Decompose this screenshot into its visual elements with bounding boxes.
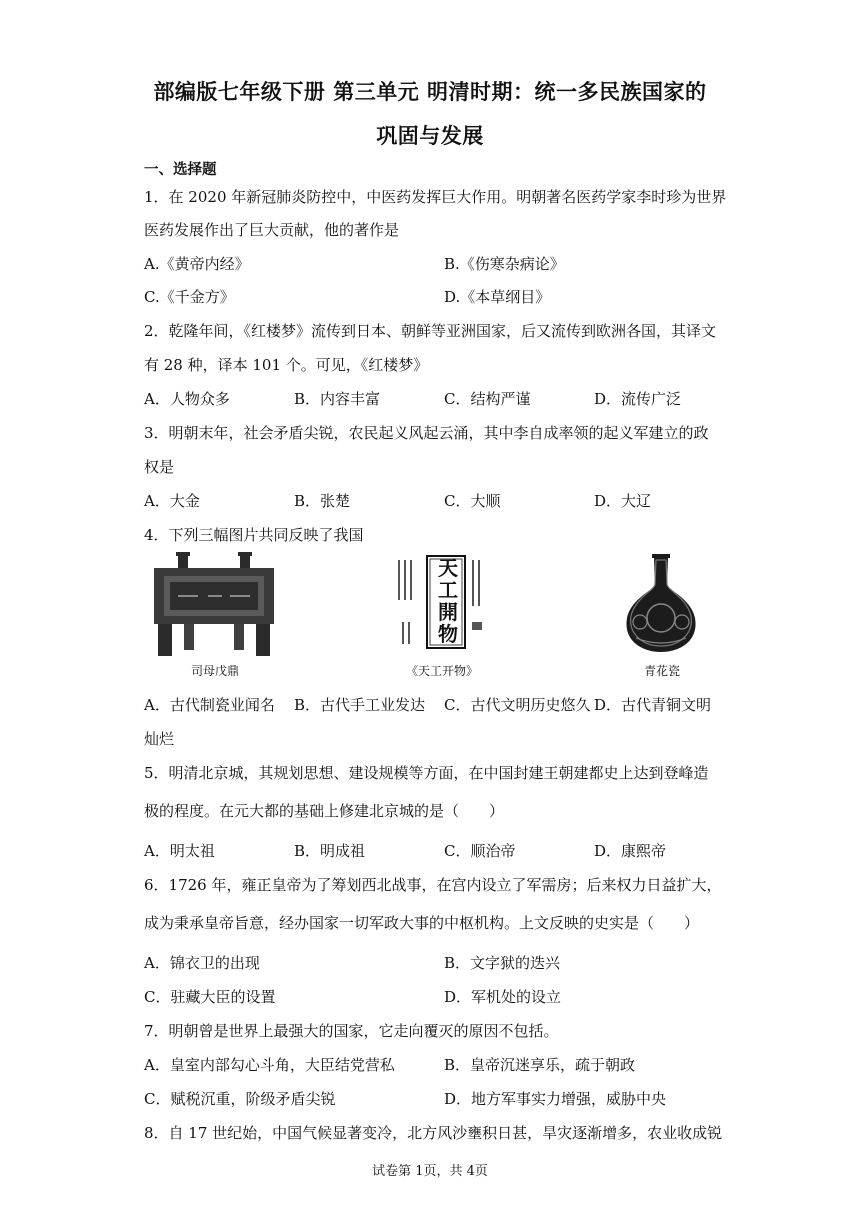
book-char-1: 天 bbox=[438, 556, 458, 580]
book-char-3: 開 bbox=[438, 600, 458, 624]
page-footer: 试卷第 1页，共 4页 bbox=[372, 1164, 488, 1179]
q2-option-b: B．内容丰富 bbox=[294, 390, 381, 408]
q6-stem-line2: 成为秉承皇帝旨意，经办国家一切军政大事的中枢机构。上文反映的史实是（ ） bbox=[144, 914, 700, 932]
q2-option-a: A．人物众多 bbox=[144, 390, 230, 408]
q4-option-d: D．古代青铜文明 bbox=[594, 696, 712, 714]
q7-stem-line1: 7．明朝曾是世界上最强大的国家，它走向覆灭的原因不包括。 bbox=[144, 1022, 559, 1040]
q4-option-a: A．古代制瓷业闻名 bbox=[144, 696, 275, 714]
q5-option-b: B．明成祖 bbox=[294, 842, 366, 860]
q8-stem-line1: 8．自 17 世纪始，中国气候显著变冷，北方风沙壅积日甚，旱灾逐渐增多，农业收成锐 bbox=[144, 1124, 723, 1142]
q7-option-c: C．赋税沉重，阶级矛盾尖锐 bbox=[144, 1090, 336, 1108]
q4-option-c: C．古代文明历史悠久 bbox=[444, 696, 591, 714]
q1-option-d: D.《本草纲目》 bbox=[444, 288, 551, 306]
q6-option-d: D．军机处的设立 bbox=[444, 988, 562, 1006]
book-char-4: 物 bbox=[438, 622, 458, 646]
caption-book: 《天工开物》 bbox=[405, 664, 478, 678]
q6-option-b: B．文字狱的迭兴 bbox=[444, 954, 561, 972]
q1-option-a: A.《黄帝内经》 bbox=[144, 255, 250, 273]
q6-option-c: C．驻藏大臣的设置 bbox=[144, 988, 276, 1006]
q5-stem-line1: 5．明清北京城，其规划思想、建设规模等方面，在中国封建王朝建都史上达到登峰造 bbox=[144, 764, 709, 782]
q3-option-d: D．大辽 bbox=[594, 492, 652, 510]
q3-option-c: C．大顺 bbox=[444, 492, 501, 510]
q7-option-d: D．地方军事实力增强，威胁中央 bbox=[444, 1090, 667, 1108]
q7-option-b: B．皇帝沉迷享乐，疏于朝政 bbox=[444, 1056, 636, 1074]
q4-option-b: B．古代手工业发达 bbox=[294, 696, 426, 714]
q2-stem-line1: 2．乾隆年间，《红楼梦》流传到日本、朝鲜等亚洲国家，后又流传到欧洲各国，其译文 bbox=[144, 322, 717, 340]
q5-option-a: A．明太祖 bbox=[144, 842, 215, 860]
q4-option-d-continued: 灿烂 bbox=[144, 730, 175, 748]
q1-stem-line1: 1．在 2020 年新冠肺炎防控中，中医药发挥巨大作用。明朝著名医药学家李时珍为世界 bbox=[144, 188, 727, 206]
q3-stem-line2: 权是 bbox=[144, 458, 175, 476]
page-title-line1: 部编版七年级下册 第三单元 明清时期：统一多民族国家的 bbox=[153, 80, 707, 104]
q4-stem-line1: 4．下列三幅图片共同反映了我国 bbox=[144, 526, 364, 544]
simuwu-ding-image bbox=[148, 552, 280, 657]
q1-option-c: C.《千金方》 bbox=[144, 288, 235, 306]
q6-option-a: A．锦衣卫的出现 bbox=[144, 954, 260, 972]
blue-white-porcelain-image bbox=[616, 552, 706, 657]
q1-option-b: B.《伤寒杂病论》 bbox=[444, 255, 565, 273]
book-char-2: 工 bbox=[438, 578, 458, 602]
caption-vase: 青花瓷 bbox=[643, 664, 680, 678]
q5-option-c: C．顺治帝 bbox=[444, 842, 516, 860]
q2-stem-line2: 有 28 种，译本 101 个。可见，《红楼梦》 bbox=[144, 356, 429, 374]
q5-stem-line2: 极的程度。在元大都的基础上修建北京城的是（ ） bbox=[144, 802, 505, 820]
q3-stem-line1: 3．明朝末年，社会矛盾尖锐，农民起义风起云涌，其中李自成率领的起义军建立的政 bbox=[144, 424, 709, 442]
caption-ding: 司母戊鼎 bbox=[190, 664, 239, 678]
q7-option-a: A．皇室内部勾心斗角，大臣结党营私 bbox=[144, 1056, 395, 1074]
book-title-vertical bbox=[430, 557, 466, 645]
section-heading: 一、选择题 bbox=[144, 162, 217, 178]
q2-option-d: D．流传广泛 bbox=[594, 390, 682, 408]
q3-option-a: A．大金 bbox=[144, 492, 200, 510]
q5-option-d: D．康熙帝 bbox=[594, 842, 667, 860]
q6-stem-line1: 6．1726 年，雍正皇帝为了筹划西北战事，在宫内设立了军需房；后来权力日益扩大， bbox=[144, 876, 722, 894]
q3-option-b: B．张楚 bbox=[294, 492, 351, 510]
q1-stem-line2: 医药发展作出了巨大贡献，他的著作是 bbox=[144, 221, 400, 239]
page-title-line2: 巩固与发展 bbox=[376, 124, 484, 148]
q2-option-c: C．结构严谨 bbox=[444, 390, 531, 408]
